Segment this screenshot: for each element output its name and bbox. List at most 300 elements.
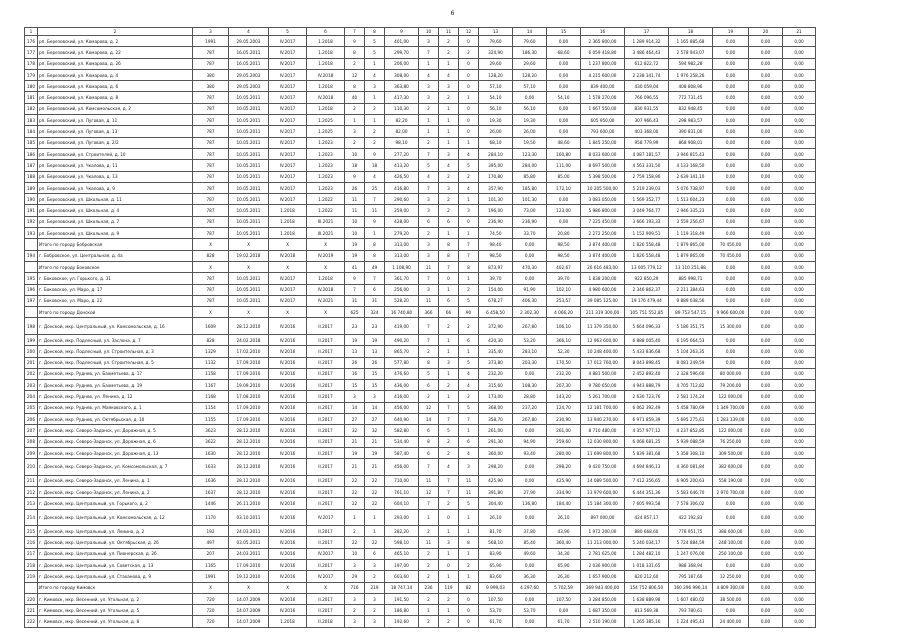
column-number-cell: 9 (385, 28, 419, 36)
table-cell: 19,30 (513, 115, 547, 126)
table-cell: 2 346 862,37 (625, 284, 669, 295)
table-cell: 0,00 (749, 273, 783, 284)
table-cell: II.2017 (307, 357, 345, 368)
table-cell: II.2017 (307, 318, 345, 335)
table-cell: 1 289 914,32 (625, 36, 669, 47)
table-cell: X (307, 307, 345, 318)
table-cell: 0 (439, 509, 459, 526)
table-cell: 0,00 (783, 194, 816, 205)
table-cell: 0 (459, 593, 479, 604)
table-cell: 0,00 (713, 194, 749, 205)
table-cell: 2 (419, 571, 439, 582)
table-cell: 1132 (193, 357, 229, 368)
table-cell: IV.2016 (269, 548, 307, 559)
table-cell: 207 (25, 425, 38, 436)
table-cell: 4 943 888,79 (625, 380, 669, 391)
table-row (25, 475, 816, 486)
table-cell: 220 (25, 593, 38, 604)
table-cell: 2 (459, 559, 479, 570)
table-cell: 0 (439, 273, 459, 284)
table-cell: 0,00 (783, 307, 816, 318)
table-cell: 0,00 (749, 182, 783, 193)
table-cell: 4 237 852,85 (669, 425, 713, 436)
table-cell: 57,10 (513, 81, 547, 92)
table-cell: 403 368,00 (625, 126, 669, 137)
table-cell: X (269, 582, 307, 593)
table-cell: 1 (439, 526, 459, 537)
table-cell: 820 212,60 (625, 571, 669, 582)
table-cell: 20,80 (547, 228, 581, 239)
table-cell: 1 (439, 115, 459, 126)
table-cell: X (307, 582, 345, 593)
table-cell: 15 (365, 380, 385, 391)
table-cell: 839 400,00 (581, 81, 625, 92)
table-cell: 19.02.2018 (229, 250, 269, 261)
table-cell: 73,00 (513, 205, 547, 216)
column-number-cell: 21 (783, 28, 816, 36)
table-cell: 17.02.2010 (229, 346, 269, 357)
table-cell: 0,00 (713, 216, 749, 227)
table-cell: 424 857,17 (625, 509, 669, 526)
table-cell: 11 213 000,00 (581, 537, 625, 548)
table-cell: 11 (459, 475, 479, 486)
address-cell: г. Донской, мкр. Руднев, ул. Бахметьева, д. 17 (38, 368, 193, 379)
table-cell: 10 248 400,00 (581, 346, 625, 357)
table-cell: 29.05.2003 (229, 36, 269, 47)
table-cell: 230,90 (547, 414, 581, 425)
table-cell: 15 300,00 (713, 318, 749, 335)
table-cell: 10.05.2011 (229, 126, 269, 137)
table-cell: 787 (193, 284, 229, 295)
table-cell: 4 563 331,50 (625, 160, 669, 171)
table-cell: 213 (25, 498, 38, 509)
table-cell: 0 (459, 616, 479, 627)
table-cell: 307 966,43 (625, 115, 669, 126)
table-cell: 1 (439, 346, 459, 357)
table-cell: 7 (439, 486, 459, 497)
table-cell: 12 (345, 69, 365, 80)
table-row (25, 69, 816, 80)
table-cell: 868 908,01 (669, 137, 713, 148)
table-cell: 2 970 700,00 (713, 486, 749, 497)
table-cell: 39 085 125,00 (581, 295, 625, 306)
table-cell: 5 702,59 (547, 582, 581, 593)
table-cell: 408 808,96 (669, 81, 713, 92)
table-cell: 218 (25, 559, 38, 570)
table-cell: 211 319 300,00 (581, 307, 625, 318)
table-cell: IV.2017 (307, 548, 345, 559)
column-number-cell: 11 (439, 28, 459, 36)
table-cell: 3 (345, 616, 365, 627)
table-cell: 0,00 (713, 137, 749, 148)
table-cell: 21 (345, 436, 365, 447)
table-cell: 6 (439, 295, 459, 306)
table-cell: 10 (345, 228, 365, 239)
table-cell: 0,00 (749, 582, 783, 593)
table-cell: IV.2017 (307, 571, 345, 582)
table-cell: 101,30 (513, 194, 547, 205)
table-cell: 0 (459, 103, 479, 114)
table-cell: 184,40 (547, 498, 581, 509)
table-cell: IV.2016 (269, 402, 307, 413)
table-cell: 111,00 (547, 160, 581, 171)
table-cell: 5 695 275,61 (669, 414, 713, 425)
table-cell: 10 205 500,00 (581, 182, 625, 193)
table-cell: 430 059,04 (625, 81, 669, 92)
table-cell: 4 360 081,84 (669, 459, 713, 476)
table-cell: 0,00 (513, 250, 547, 261)
table-cell: 8 (439, 239, 459, 250)
table-cell: II.2017 (307, 334, 345, 345)
table-cell: 8 710 480,00 (581, 425, 625, 436)
table-cell: IV.2016 (269, 459, 307, 476)
table-cell: IV.2016 (269, 526, 307, 537)
table-cell: 9 889 038,56 (669, 295, 713, 306)
table-cell: 5 839 381,68 (625, 447, 669, 458)
table-cell: 122 000,00 (713, 425, 749, 436)
table-cell: 0,00 (749, 459, 783, 476)
table-cell: 7 (459, 250, 479, 261)
address-cell: Итого по городу Бобровская (38, 239, 193, 250)
table-cell: 27 (345, 414, 365, 425)
table-cell: 465,10 (385, 548, 419, 559)
table-cell: 813 569,38 (625, 605, 669, 616)
table-cell: 196 (25, 284, 38, 295)
table-cell: 390 831,00 (669, 126, 713, 137)
table-cell: 787 (193, 295, 229, 306)
address-cell: рп. Березовский, ул. Комсомольская, д. 2 (38, 103, 193, 114)
table-cell: 0,00 (749, 380, 783, 391)
table-cell: 3 (419, 36, 439, 47)
table-row (25, 402, 816, 413)
table-cell: 37,80 (513, 526, 547, 537)
table-cell: 830 931,55 (625, 103, 669, 114)
table-cell: 11 (419, 475, 439, 486)
table-cell: 5 104 263,35 (669, 346, 713, 357)
table-cell: 5 261 700,00 (581, 391, 625, 402)
table-cell: IV.2018 (269, 250, 307, 261)
column-number-cell: 2 (38, 28, 193, 36)
table-cell: 24 400,00 (713, 616, 749, 627)
table-cell: 3 284 850,00 (581, 593, 625, 604)
column-number-cell: 20 (749, 28, 783, 36)
table-cell: 0,00 (513, 239, 547, 250)
table-cell: 304,40 (479, 498, 513, 509)
table-cell: 136,80 (513, 498, 547, 509)
table-cell: 3 (459, 205, 479, 216)
table-cell: 1.2023 (307, 148, 345, 159)
table-cell: 16.05.2011 (229, 58, 269, 69)
table-cell: 358,70 (479, 414, 513, 425)
table-cell: 7 (439, 261, 459, 272)
table-cell: 291,30 (479, 436, 513, 447)
table-cell: 10.05.2011 (229, 295, 269, 306)
table-cell: 3 049 764,77 (625, 205, 669, 216)
address-cell: г. Донской, мкр. Центральный, ул. Пионерская, д. 26 (38, 548, 193, 559)
table-cell: 308,00 (385, 69, 419, 80)
table-cell: 43,90 (547, 526, 581, 537)
table-cell: 7 225 450,00 (581, 216, 625, 227)
table-cell: 4 (365, 69, 385, 80)
table-cell: 19,30 (479, 115, 513, 126)
table-cell: 2 302,30 (513, 307, 547, 318)
table-cell: 1 (439, 137, 459, 148)
table-cell: 366 (419, 307, 439, 318)
table-cell: 0,00 (713, 273, 749, 284)
table-cell: 10.05.2011 (229, 92, 269, 103)
table-cell: II.2017 (307, 537, 345, 548)
address-cell: рп. Березовский, ул. Чкалова, д. 13 (38, 171, 193, 182)
table-cell: 0,00 (783, 284, 816, 295)
table-cell: 0,00 (783, 47, 816, 58)
table-cell: 1 (439, 284, 459, 295)
table-cell: 1636 (193, 475, 229, 486)
table-cell: 219 (365, 582, 385, 593)
table-cell: 3 (419, 205, 439, 216)
table-cell: 436,00 (385, 380, 419, 391)
column-number-cell: 10 (419, 28, 439, 36)
table-cell: 1 108,90 (385, 261, 419, 272)
table-cell: 1 (365, 58, 385, 69)
table-cell: 29.05.2003 (229, 81, 269, 92)
table-cell: 5 358 308,10 (669, 447, 713, 458)
table-cell: 720 (193, 605, 229, 616)
table-cell: 0,00 (783, 115, 816, 126)
table-cell: 2 (419, 526, 439, 537)
table-cell: 0,00 (783, 137, 816, 148)
table-cell: 1.2023 (307, 137, 345, 148)
address-cell: Итого по городу Боковское (38, 261, 193, 272)
table-cell (25, 582, 38, 593)
table-cell: 0,00 (713, 559, 749, 570)
table-cell: 38 500,00 (713, 593, 749, 604)
table-cell: 828 (193, 250, 229, 261)
table-cell: 280,00 (547, 447, 581, 458)
table-cell: 1.2023 (307, 160, 345, 171)
table-row (25, 137, 816, 148)
table-cell: 4 (439, 160, 459, 171)
table-cell: 2 (459, 284, 479, 295)
table-cell: 787 (193, 171, 229, 182)
table-cell: 0,00 (783, 486, 816, 497)
address-cell: рп. Березовский, ул. Школьная, д. 4 (38, 205, 193, 216)
table-cell: 0,00 (783, 171, 816, 182)
table-cell: 0 (459, 605, 479, 616)
table-cell: 5 458 780,69 (669, 402, 713, 413)
table-cell: 0,00 (749, 171, 783, 182)
table-cell: 0,00 (713, 284, 749, 295)
table-cell: 4 (439, 69, 459, 80)
table-cell: 5 (459, 402, 479, 413)
table-cell: 528,20 (385, 295, 419, 306)
table-cell: 3 (345, 559, 365, 570)
table-cell: 03.05.2011 (229, 537, 269, 548)
table-cell: X (193, 582, 229, 593)
table-cell: 23 (365, 318, 385, 335)
table-cell (25, 307, 38, 318)
table-cell: 65,90 (479, 559, 513, 570)
table-cell: 79,60 (513, 36, 547, 47)
table-cell: 313,00 (385, 239, 419, 250)
table-cell: 1 (439, 228, 459, 239)
table-cell: 3 (419, 92, 439, 103)
table-cell: 12 181 700,00 (581, 402, 625, 413)
table-cell: II.2017 (307, 436, 345, 447)
table-cell: 0,00 (547, 115, 581, 126)
table-cell: 0,00 (783, 459, 816, 476)
table-cell: 0,00 (749, 137, 783, 148)
table-row (25, 425, 816, 436)
table-cell: 196,00 (479, 205, 513, 216)
table-cell: 22 (365, 498, 385, 509)
table-cell: 79,60 (479, 36, 513, 47)
table-cell: 361,70 (385, 273, 419, 284)
table-cell: 18 (345, 160, 365, 171)
table-cell: 1609 (193, 318, 229, 335)
table-cell: 612 822,72 (625, 58, 669, 69)
table-cell: 0,00 (749, 307, 783, 318)
table-cell: 5 (459, 295, 479, 306)
table-cell: 1 224 495,43 (669, 616, 713, 627)
table-cell: 787 (193, 182, 229, 193)
table-cell: 17.09.2010 (229, 402, 269, 413)
table-cell: 10.05.2011 (229, 216, 269, 227)
table-cell: 0,00 (783, 509, 816, 526)
table-cell: 0,00 (713, 346, 749, 357)
table-cell: 0,00 (783, 36, 816, 47)
table-cell: 3 874 400,00 (581, 250, 625, 261)
table-cell: 4 133 168,50 (669, 160, 713, 171)
table-cell: 897 000,00 (581, 509, 625, 526)
table-cell: X (229, 582, 269, 593)
table-cell: 766 096,55 (625, 92, 669, 103)
table-cell: 1168 (193, 391, 229, 402)
table-cell: X (269, 307, 307, 318)
table-cell: 568,10 (479, 537, 513, 548)
table-row (25, 273, 816, 284)
table-cell: 4 (365, 171, 385, 182)
table-cell: 11 (345, 194, 365, 205)
table-cell: 363,80 (385, 81, 419, 92)
table-cell: 366,10 (547, 334, 581, 345)
table-cell: 1446 (193, 498, 229, 509)
table-cell: 187 (25, 160, 38, 171)
table-cell: 1 (365, 509, 385, 526)
table-cell: 0,00 (749, 126, 783, 137)
table-cell: 0,00 (749, 559, 783, 570)
table-cell: 9 (345, 171, 365, 182)
table-cell: 1 119 318,49 (669, 228, 713, 239)
table-cell: 1 569 352,77 (625, 194, 669, 205)
table-cell: 490,20 (385, 334, 419, 345)
address-cell: рп. Березовский, ул. Школьная, д. 7 (38, 216, 193, 227)
table-cell: 9 (345, 273, 365, 284)
table-cell: 1 667 550,00 (581, 103, 625, 114)
table-cell: 2 (419, 137, 439, 148)
table-cell: 10.05.2011 (229, 137, 269, 148)
table-cell: 470,30 (513, 261, 547, 272)
table-cell: 54,10 (547, 92, 581, 103)
table-cell: 5 664 096,33 (625, 318, 669, 335)
table-cell: IV.2021 (307, 295, 345, 306)
table-cell: 13 940 270,00 (581, 414, 625, 425)
table-cell: 5 724 884,59 (669, 537, 713, 548)
column-number-cell: 15 (547, 28, 581, 36)
table-cell: 0,00 (749, 160, 783, 171)
table-cell: 5 939 088,59 (669, 436, 713, 447)
table-cell: 9 (365, 148, 385, 159)
table-cell: 259,60 (547, 436, 581, 447)
table-cell: IV.2017 (269, 81, 307, 92)
table-cell: 0,00 (783, 148, 816, 159)
table-cell: 778 951,75 (669, 526, 713, 537)
table-cell: 1.2018 (269, 205, 307, 216)
table-cell: 195 (25, 273, 38, 284)
table-cell: 832 948,45 (669, 103, 713, 114)
table-cell: 208 (25, 436, 38, 447)
address-cell: рп. Березовский, ул. Комарова, д. 2 (38, 36, 193, 47)
table-cell: 0,00 (513, 559, 547, 570)
table-cell: 16 (345, 368, 365, 379)
table-cell: 98,50 (547, 250, 581, 261)
table-cell: 91,90 (513, 284, 547, 295)
table-cell: IV.2016 (269, 509, 307, 526)
table-cell: 880 668,60 (625, 526, 669, 537)
table-cell: 2 272 250,00 (581, 228, 625, 239)
table-cell: 172,10 (547, 182, 581, 193)
table-cell: 4 694 846,13 (625, 459, 669, 476)
table-cell: 497 (193, 537, 229, 548)
table-row (25, 284, 816, 295)
table-cell: 11 (419, 537, 439, 548)
table-cell: 309 500,00 (713, 447, 749, 458)
table-cell: 357,90 (479, 182, 513, 193)
table-cell: 0,00 (783, 69, 816, 80)
address-cell: г. Кимовск, мкр. Весенний, ул. Угольная, д. 5 (38, 605, 193, 616)
table-cell: X (307, 261, 345, 272)
table-cell: 14.07.2009 (229, 605, 269, 616)
table-cell: 922 850,29 (625, 273, 669, 284)
table-cell: 1.2025 (307, 126, 345, 137)
table-cell: 3 (365, 81, 385, 92)
table-cell: IV.2017 (269, 58, 307, 69)
address-cell: рп. Березовский, ул. Комарова, д. 4 (38, 69, 193, 80)
table-cell: 15 184 300,00 (581, 498, 625, 509)
address-cell: г. Донской, мкр. Центральный, ул. Горького, д. 2 (38, 498, 193, 509)
table-cell: 193 (25, 228, 38, 239)
table-cell: 958 779,99 (625, 137, 669, 148)
table-cell: 710,00 (385, 475, 419, 486)
table-cell: 787 (193, 126, 229, 137)
table-cell: 21 (345, 459, 365, 476)
table-cell: 22 (365, 537, 385, 548)
table-cell: 1 972 200,00 (581, 526, 625, 537)
table-cell: 315,60 (479, 380, 513, 391)
table-cell: 7 (439, 402, 459, 413)
table-cell: 0 (459, 58, 479, 69)
table-cell: 2 (365, 137, 385, 148)
table-cell: 0,00 (547, 194, 581, 205)
table-cell: 4 (459, 148, 479, 159)
table-cell: 19 (345, 239, 365, 250)
table-cell: 83,60 (479, 571, 513, 582)
table-cell: 1 165 885,68 (669, 36, 713, 47)
table-cell: 80 000,00 (713, 368, 749, 379)
table-cell: 61,70 (547, 616, 581, 627)
table-cell: 253,57 (547, 295, 581, 306)
table-cell: 6 059 418,80 (581, 47, 625, 58)
address-cell: рп. Березовский, ул. Комарова, д. 22 (38, 47, 193, 58)
